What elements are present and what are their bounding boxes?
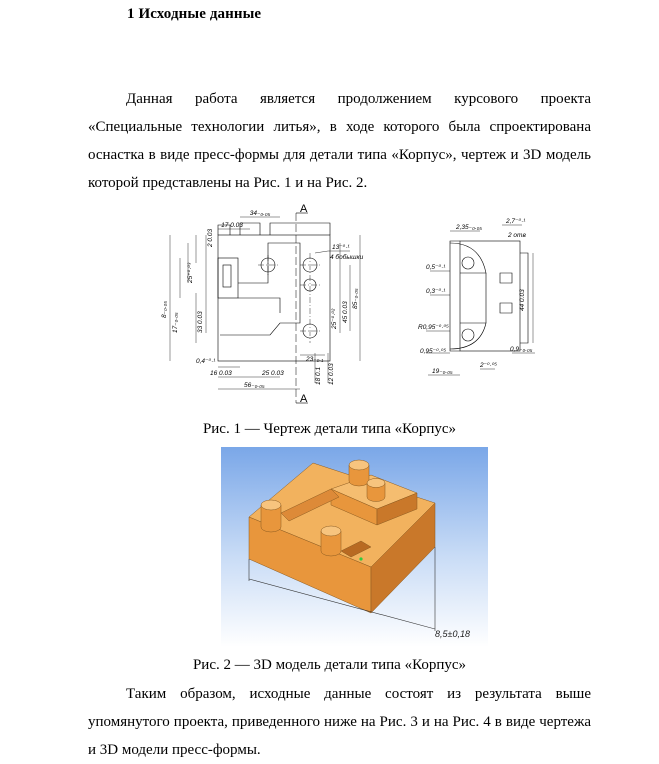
dim-16: 16 0.03 <box>210 370 232 377</box>
dim-33: 33 0.03 <box>197 311 204 333</box>
dim-23: 23₋₀.₁ <box>306 356 324 363</box>
section-label-top: А <box>300 203 308 215</box>
dim-09: 0,9₋₀.₀₅ <box>510 346 533 353</box>
section-label-bottom: А <box>300 393 308 405</box>
section-view-outline <box>460 241 520 351</box>
dim-095: 0,95⁻⁰·⁰⁵ <box>420 348 447 355</box>
left-slot <box>223 265 231 287</box>
section-curve-bottom <box>450 323 486 349</box>
dim-17b: 17₋₀.₀₅ <box>172 312 179 333</box>
dim-25a: 25⁺⁰·⁰³ <box>187 262 194 283</box>
dim-85: 85₋₀.₀₅ <box>352 288 359 309</box>
dim-04: 0,4⁻⁰·¹ <box>196 358 216 365</box>
dim-56: 56₋₀.₀₅ <box>244 382 265 389</box>
dim-2: 2 0.03 <box>207 228 214 247</box>
dim-25b: 25⁻⁰·⁰² <box>331 308 338 329</box>
dim-r095: R0,95⁻⁰·⁰⁵ <box>418 324 449 331</box>
section-curve-top <box>450 243 486 273</box>
dim-05: 0,5⁻⁰·¹ <box>426 264 446 271</box>
dim-13: 13⁻⁰·¹ <box>332 244 350 251</box>
dim-03: 0,3⁻⁰·¹ <box>426 288 446 295</box>
dimension-label: 8,5±0,18 <box>435 629 470 639</box>
dim-17: 17 0.03 <box>221 222 243 229</box>
3d-model-render <box>221 447 488 647</box>
left-pocket <box>218 258 238 298</box>
dim-8: 8₋₀.₀₅ <box>161 301 168 318</box>
dim-18: 18 0.1 <box>315 366 322 385</box>
dim-12: 12 0.03 <box>328 363 335 385</box>
dim-25c: 25 0.03 <box>262 370 284 377</box>
dim-27: 2,7⁻⁰·¹ <box>506 218 526 225</box>
dim-34: 34₋₀.₀₅ <box>249 210 271 217</box>
conclusion-paragraph: Таким образом, исходные данные состоят из результата выше упомянутого проекта, приведенного ниже на Рис. 3 и на Рис. 4 в виде чертежа и 3D модели пресс-формы. <box>88 686 591 758</box>
dim-2s: 2⁻⁰·⁰⁵ <box>480 362 498 369</box>
technical-drawing <box>150 203 540 413</box>
dim-44: 44 0.03 <box>519 289 526 311</box>
intro-paragraph: Данная работа является продолжением курсового проекта «Специальные технологии литья», в ходе которого была спроектирована оснастка в виде пресс-формы для детали типа «Корпус», чертеж и 3D модель которой представлены на Рис. 1 и на Рис. 2. <box>88 91 591 191</box>
dim-4-bobyshki: 4 бобышки <box>330 254 364 261</box>
inner-channel <box>220 243 300 335</box>
figure-2-caption: Рис. 2 — 3D модель детали типа «Корпус» <box>192 657 467 673</box>
dim-19: 19₋₀.₀₅ <box>432 368 453 375</box>
dim-2-otv: 2 отв <box>508 232 526 239</box>
figure-1-caption: Рис. 1 — Чертеж детали типа «Корпус» <box>202 421 457 437</box>
section-heading: 1 Исходные данные <box>127 6 262 22</box>
dim-235: 2,35₋₀.₀₅ <box>456 224 482 231</box>
dim-45: 45 0.03 <box>342 301 349 323</box>
